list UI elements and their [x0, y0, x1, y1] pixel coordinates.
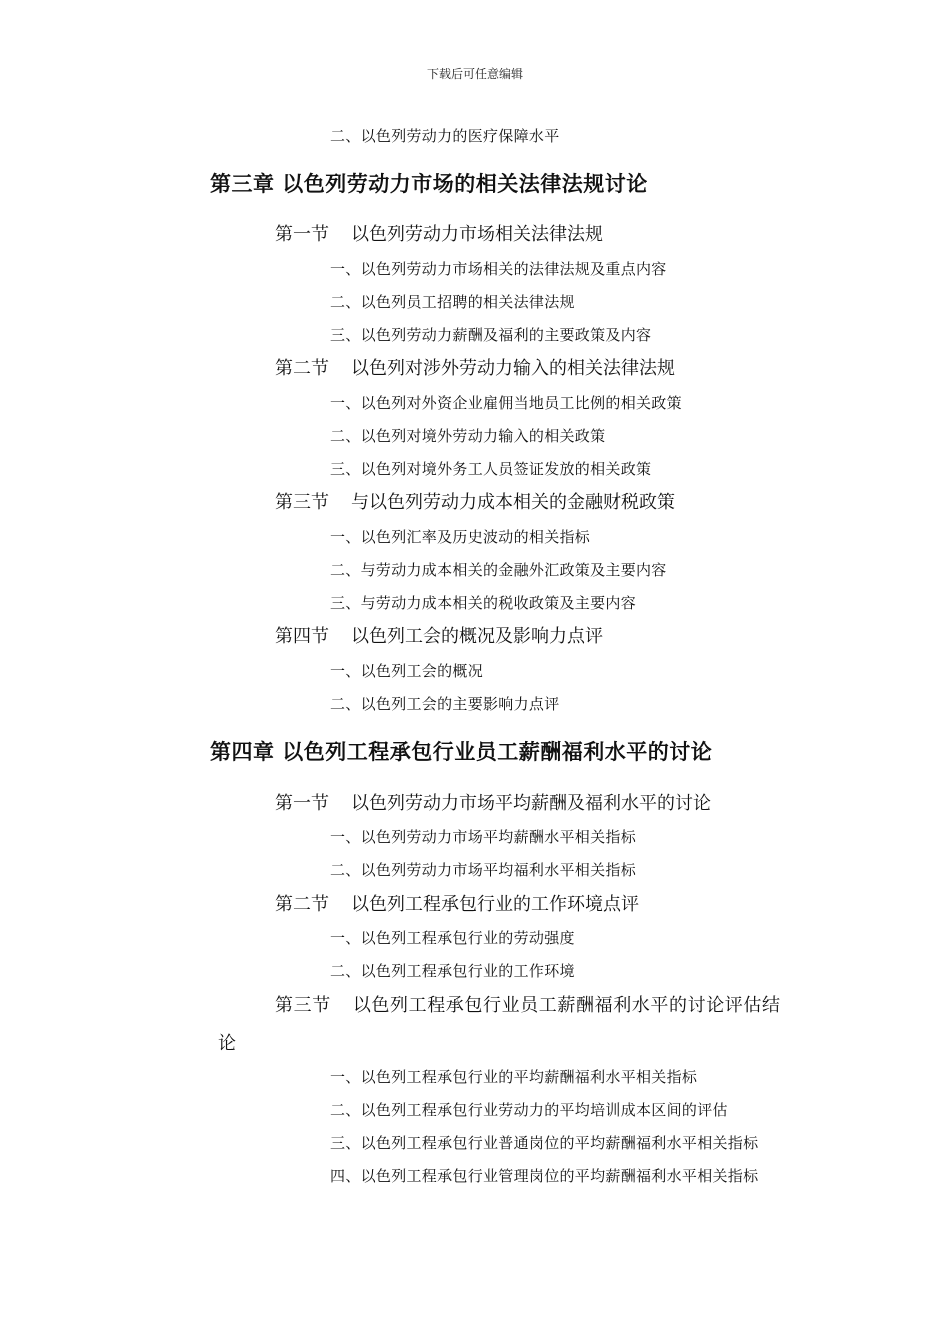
- section-heading: [275, 795, 711, 813]
- toc-item: 一、以色列对外资企业雇佣当地员工比例的相关政策: [330, 394, 682, 412]
- toc-item: 二、以色列工会的主要影响力点评: [330, 695, 560, 713]
- section-number: 第三节: [275, 995, 331, 1016]
- toc-item: 一、以色列劳动力市场平均薪酬水平相关指标: [330, 828, 637, 846]
- section-heading: [275, 628, 603, 646]
- toc-item: 一、以色列工会的概况: [330, 662, 484, 680]
- toc-item: 四、以色列工程承包行业管理岗位的平均薪酬福利水平相关指标: [330, 1167, 759, 1185]
- toc-item: 二、与劳动力成本相关的金融外汇政策及主要内容: [330, 561, 667, 579]
- section-heading: [275, 226, 603, 244]
- toc-item: 三、以色列对境外务工人员签证发放的相关政策: [330, 460, 652, 478]
- toc-item: 二、以色列员工招聘的相关法律法规: [330, 293, 575, 311]
- section-title: 以色列对涉外劳动力输入的相关法律法规: [351, 358, 675, 379]
- section-number: 第一节: [275, 224, 329, 245]
- section-heading: [275, 360, 675, 378]
- section-title: 以色列劳动力市场平均薪酬及福利水平的讨论: [351, 793, 711, 814]
- section-number: 第三节: [275, 492, 329, 513]
- toc-item: 二、以色列劳动力市场平均福利水平相关指标: [330, 861, 637, 879]
- toc-item: 一、以色列工程承包行业的平均薪酬福利水平相关指标: [330, 1068, 698, 1086]
- toc-item: 三、与劳动力成本相关的税收政策及主要内容: [330, 594, 637, 612]
- section-number: 第一节: [275, 793, 329, 814]
- toc-item: 三、以色列劳动力薪酬及福利的主要政策及内容: [330, 326, 652, 344]
- section-title: 与以色列劳动力成本相关的金融财税政策: [351, 492, 675, 513]
- toc-item: 二、以色列工程承包行业劳动力的平均培训成本区间的评估: [330, 1101, 728, 1119]
- chapter-heading: 第三章 以色列劳动力市场的相关法律法规讨论: [210, 172, 648, 196]
- toc-item: 一、以色列工程承包行业的劳动强度: [330, 929, 575, 947]
- toc-item: 一、以色列汇率及历史波动的相关指标: [330, 528, 591, 546]
- chapter-heading: 第四章 以色列工程承包行业员工薪酬福利水平的讨论: [210, 740, 713, 764]
- section-title-continuation: 论: [218, 1033, 236, 1054]
- section-number: 第二节: [275, 358, 329, 379]
- page-header: 下载后可任意编辑: [426, 67, 523, 81]
- toc-item: 二、以色列劳动力的医疗保障水平: [330, 127, 560, 145]
- section-title: 以色列工程承包行业员工薪酬福利水平的讨论评估结: [352, 995, 781, 1016]
- section-title: 以色列工程承包行业的工作环境点评: [351, 894, 639, 915]
- section-heading: [275, 997, 781, 1015]
- toc-item: 二、以色列对境外劳动力输入的相关政策: [330, 427, 606, 445]
- section-heading: [275, 494, 675, 512]
- section-number: 第四节: [275, 626, 329, 647]
- section-title: 以色列工会的概况及影响力点评: [351, 626, 603, 647]
- toc-item: 三、以色列工程承包行业普通岗位的平均薪酬福利水平相关指标: [330, 1134, 759, 1152]
- toc-item: 一、以色列劳动力市场相关的法律法规及重点内容: [330, 260, 667, 278]
- section-title: 以色列劳动力市场相关法律法规: [351, 224, 603, 245]
- section-heading: [275, 896, 639, 914]
- toc-item: 二、以色列工程承包行业的工作环境: [330, 962, 575, 980]
- section-number: 第二节: [275, 894, 329, 915]
